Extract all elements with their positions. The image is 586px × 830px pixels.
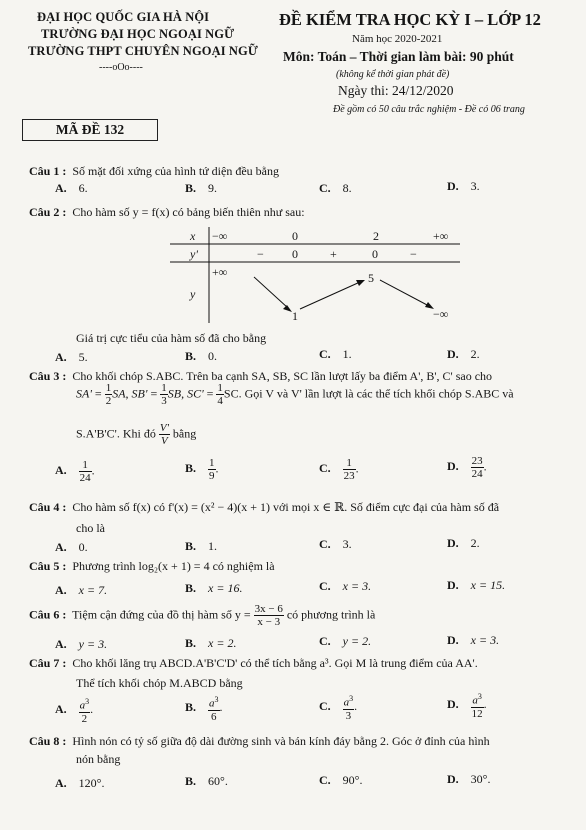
- option-letter: D.: [447, 697, 459, 712]
- q6-option-c[interactable]: [319, 634, 371, 649]
- question-text: Phương trình log₂(x + 1) = 4 có nghiệm là: [72, 559, 275, 573]
- option-text: x = 3.: [342, 579, 372, 593]
- denominator: 6: [211, 710, 217, 723]
- option-letter: A.: [55, 463, 67, 478]
- option-letter: D.: [447, 179, 459, 193]
- exam-date: Ngày thi: 24/12/2020: [338, 83, 454, 98]
- q5-option-c[interactable]: [319, 579, 371, 594]
- exam-info: Đề gồm có 50 câu trắc nghiệm - Đề có 06 trang: [333, 104, 525, 115]
- q8-option-c[interactable]: [319, 773, 362, 788]
- question-text: Cho hàm số y = f(x) có bảng biến thiên như sau:: [72, 205, 305, 219]
- q4-option-c[interactable]: [319, 537, 352, 552]
- option-letter: D.: [447, 578, 459, 592]
- q8-option-b[interactable]: [185, 774, 228, 789]
- option-letter: C.: [319, 634, 331, 648]
- q1-option-c[interactable]: [319, 181, 352, 196]
- denominator: 3: [345, 709, 352, 722]
- denominator: 24: [79, 472, 91, 484]
- option-letter: A.: [55, 350, 67, 364]
- q8-line2: nón bằng: [76, 752, 121, 766]
- option-letter: C.: [319, 181, 331, 195]
- option-letter: B.: [185, 700, 197, 715]
- option-text: x = 7.: [78, 583, 108, 597]
- q1-option-b[interactable]: [185, 181, 217, 196]
- variation-table: [170, 225, 460, 325]
- question-label: Câu 2 :: [29, 205, 67, 219]
- option-letter: C.: [319, 699, 331, 714]
- question-text: có phương trình là: [286, 607, 376, 622]
- equation-tail: SC. Gọi V và V' lần lượt là các thể tích khối chóp S.ABC và: [223, 386, 514, 401]
- q8-option-a[interactable]: [55, 776, 104, 791]
- question-label: Câu 5 :: [29, 559, 67, 573]
- q2-prompt: Giá trị cực tiểu của hàm số đã cho bằng: [76, 331, 267, 345]
- option-text: 30°.: [470, 772, 491, 786]
- question-label: Câu 4 :: [29, 500, 67, 514]
- question-text: Cho khối chóp S.ABC. Trên ba cạnh SA, SB, SC lần lượt lấy ba điểm A', B', C' sao cho: [72, 369, 493, 383]
- question-text: Số mặt đối xứng của hình tứ diện đều bằng: [72, 164, 279, 178]
- option-letter: B.: [185, 181, 197, 195]
- x-value: 0: [292, 229, 298, 243]
- option-letter: B.: [185, 774, 197, 788]
- school-year: Năm học 2020-2021: [352, 33, 443, 45]
- x-value: +∞: [433, 229, 449, 243]
- numerator: 23: [471, 455, 483, 467]
- question-text: S.A'B'C'. Khi đó: [76, 426, 156, 441]
- q2-option-c[interactable]: [319, 347, 352, 362]
- q8-option-d[interactable]: [447, 772, 490, 787]
- question-text: Tiệm cận đứng của đồ thị hàm số y =: [72, 607, 251, 622]
- yprime-zero: 0: [372, 247, 378, 261]
- arrow-decrease: [380, 280, 429, 306]
- q6-option-a[interactable]: [55, 637, 107, 652]
- denominator: 2: [81, 712, 88, 725]
- option-letter: B.: [185, 581, 197, 595]
- question-6: [29, 603, 375, 628]
- option-letter: B.: [185, 349, 197, 363]
- option-text: 2.: [470, 347, 480, 361]
- option-text: 8.: [342, 181, 352, 195]
- y-label: y: [190, 287, 196, 301]
- numerator: 3x − 6: [254, 603, 283, 615]
- option-text: x = 3.: [470, 633, 500, 647]
- yprime-sign: −: [410, 247, 417, 261]
- option-letter: B.: [185, 461, 197, 476]
- question-2: [29, 205, 305, 220]
- option-text: 0.: [78, 540, 88, 554]
- x-label: x: [190, 229, 196, 243]
- option-letter: A.: [55, 637, 67, 651]
- q6-option-d[interactable]: [447, 633, 499, 648]
- yprime-sign: −: [257, 247, 264, 261]
- x-value: −∞: [212, 229, 228, 243]
- option-letter: A.: [55, 583, 67, 597]
- option-text: 0.: [208, 349, 218, 363]
- option-letter: A.: [55, 702, 67, 717]
- q4-option-b[interactable]: [185, 539, 217, 554]
- q3-option-a[interactable]: A. $\frac{1}{24}$ .: [55, 459, 95, 484]
- faculty-name: TRƯỜNG ĐẠI HỌC NGOẠI NGỮ: [41, 27, 235, 41]
- question-text: Cho hàm số f(x) có f'(x) = (x² − 4)(x + 1) với mọi x ∈ ℝ. Số điểm cực đại của hàm số đã: [72, 500, 500, 514]
- option-text: 1.: [208, 539, 218, 553]
- q3-option-c[interactable]: C. $\frac{1}{23}$ .: [319, 457, 359, 482]
- option-letter: C.: [319, 579, 331, 593]
- option-letter: C.: [319, 347, 331, 361]
- question-4: [29, 500, 499, 515]
- option-text: 5.: [78, 350, 88, 364]
- option-letter: C.: [319, 537, 331, 551]
- subject-line: Môn: Toán – Thời gian làm bài: 90 phút: [283, 49, 514, 64]
- q2-option-d[interactable]: [447, 347, 480, 362]
- question-label: Câu 8 :: [29, 734, 67, 748]
- fraction: $\frac{1}{3}$: [161, 382, 167, 407]
- option-text: 9.: [208, 181, 218, 195]
- arrow-increase: [300, 282, 360, 309]
- y-value: −∞: [433, 307, 449, 321]
- q7-option-a[interactable]: A. $\frac{a^3}{2}$ .: [55, 697, 94, 725]
- option-text: y = 2.: [342, 634, 372, 648]
- q5-option-a[interactable]: [55, 583, 107, 598]
- y-value: 1: [292, 309, 298, 323]
- option-text: x = 15.: [470, 578, 506, 592]
- q4-line2: cho là: [76, 521, 105, 535]
- option-letter: B.: [185, 636, 197, 650]
- option-text: 3.: [342, 537, 352, 551]
- q6-option-b[interactable]: [185, 636, 236, 651]
- option-text: y = 3.: [78, 637, 108, 651]
- q1-option-a[interactable]: [55, 181, 88, 196]
- q3-equation: SA' = $\frac{1}{2}$ SA, SB' = $\frac{1}{3}$ SB, SC' = $\frac{1}{4}$ SC. Gọi V và V' lần lượt là các thể tích khối chóp S.ABC và: [76, 382, 514, 407]
- option-letter: D.: [447, 459, 459, 474]
- q7-option-d[interactable]: D. $\frac{a^3}{12}$ .: [447, 692, 487, 720]
- q5-option-d[interactable]: [447, 578, 505, 593]
- q1-option-d[interactable]: [447, 179, 480, 194]
- time-note: (không kể thời gian phát đề): [336, 69, 450, 80]
- numerator: 1: [343, 457, 356, 470]
- arrow-decrease: [254, 277, 288, 308]
- yprime-zero: 0: [292, 247, 298, 261]
- y-value: +∞: [212, 265, 228, 279]
- x-value: 2: [373, 229, 379, 243]
- yprime-sign: +: [330, 247, 337, 261]
- option-letter: D.: [447, 347, 459, 361]
- option-letter: A.: [55, 776, 67, 790]
- q3-option-b[interactable]: B. $\frac{1}{9}$ .: [185, 457, 219, 482]
- university-name: ĐẠI HỌC QUỐC GIA HÀ NỘI: [37, 10, 210, 24]
- yprime-label: y': [190, 247, 198, 261]
- option-letter: D.: [447, 536, 459, 550]
- question-label: Câu 6 :: [29, 607, 67, 622]
- question-text: Cho khối lăng trụ ABCD.A'B'C'D' có thể tích bằng a³. Gọi M là trung điểm của AA'.: [72, 656, 478, 670]
- question-5: [29, 559, 275, 574]
- fraction-vprime-v: $\frac{V'}{V}$: [159, 422, 169, 447]
- question-label: Câu 7 :: [29, 656, 67, 670]
- fraction: $\frac{1}{4}$: [217, 382, 223, 407]
- q7-option-b[interactable]: B. $\frac{a^3}{6}$ .: [185, 695, 223, 723]
- q3-question-line: [76, 422, 196, 447]
- question-7: [29, 656, 478, 671]
- option-text: 1.: [342, 347, 352, 361]
- option-text: 120°.: [78, 776, 105, 790]
- q4-option-a[interactable]: [55, 540, 88, 555]
- question-label: Câu 1 :: [29, 164, 67, 178]
- numerator: 1: [209, 457, 215, 469]
- option-letter: D.: [447, 772, 459, 786]
- question-1: [29, 164, 279, 179]
- option-text: 90°.: [342, 773, 363, 787]
- exam-title: ĐỀ KIỂM TRA HỌC KỲ I – LỚP 12: [279, 10, 541, 29]
- numerator: 1: [79, 459, 92, 472]
- option-text: 6.: [78, 181, 88, 195]
- q2-option-b[interactable]: [185, 349, 217, 364]
- question-label: Câu 3 :: [29, 369, 67, 383]
- denominator: 24: [471, 468, 483, 480]
- y-value: 5: [368, 271, 374, 285]
- q5-option-b[interactable]: [185, 581, 242, 596]
- question-text: bằng: [172, 426, 197, 441]
- denominator: 12: [471, 707, 483, 720]
- option-letter: A.: [55, 181, 67, 195]
- denominator: 9: [209, 470, 215, 482]
- q3-option-d[interactable]: D. $\frac{23}{24}$ .: [447, 455, 487, 480]
- q7-option-c[interactable]: C. $\frac{a^3}{3}$ .: [319, 694, 358, 722]
- fraction: $\frac{1}{2}$: [105, 382, 112, 407]
- question-8: [29, 734, 490, 749]
- denominator: x − 3: [257, 616, 281, 628]
- option-text: 2.: [470, 536, 480, 550]
- arrow-head: [283, 305, 292, 312]
- option-text: 60°.: [208, 774, 228, 788]
- exam-code-box: MÃ ĐỀ 132: [22, 119, 158, 141]
- option-text: 3.: [470, 179, 480, 193]
- denominator: 23: [343, 470, 355, 482]
- option-letter: A.: [55, 540, 67, 554]
- option-letter: C.: [319, 773, 331, 787]
- q2-option-a[interactable]: [55, 350, 88, 365]
- q7-line2: Thể tích khối chóp M.ABCD bằng: [76, 676, 243, 690]
- question-text: Hình nón có tỷ số giữa độ dài đường sinh và bán kính đáy bằng 2. Góc ở đỉnh của hình: [72, 734, 490, 748]
- option-text: x = 16.: [208, 581, 243, 595]
- fraction: [254, 603, 284, 628]
- option-text: x = 2.: [208, 636, 237, 650]
- option-letter: B.: [185, 539, 197, 553]
- q4-option-d[interactable]: [447, 536, 480, 551]
- option-letter: D.: [447, 633, 459, 647]
- school-name: TRƯỜNG THPT CHUYÊN NGOẠI NGỮ: [28, 44, 258, 58]
- ornament: ----oOo----: [99, 62, 143, 73]
- option-letter: C.: [319, 461, 331, 476]
